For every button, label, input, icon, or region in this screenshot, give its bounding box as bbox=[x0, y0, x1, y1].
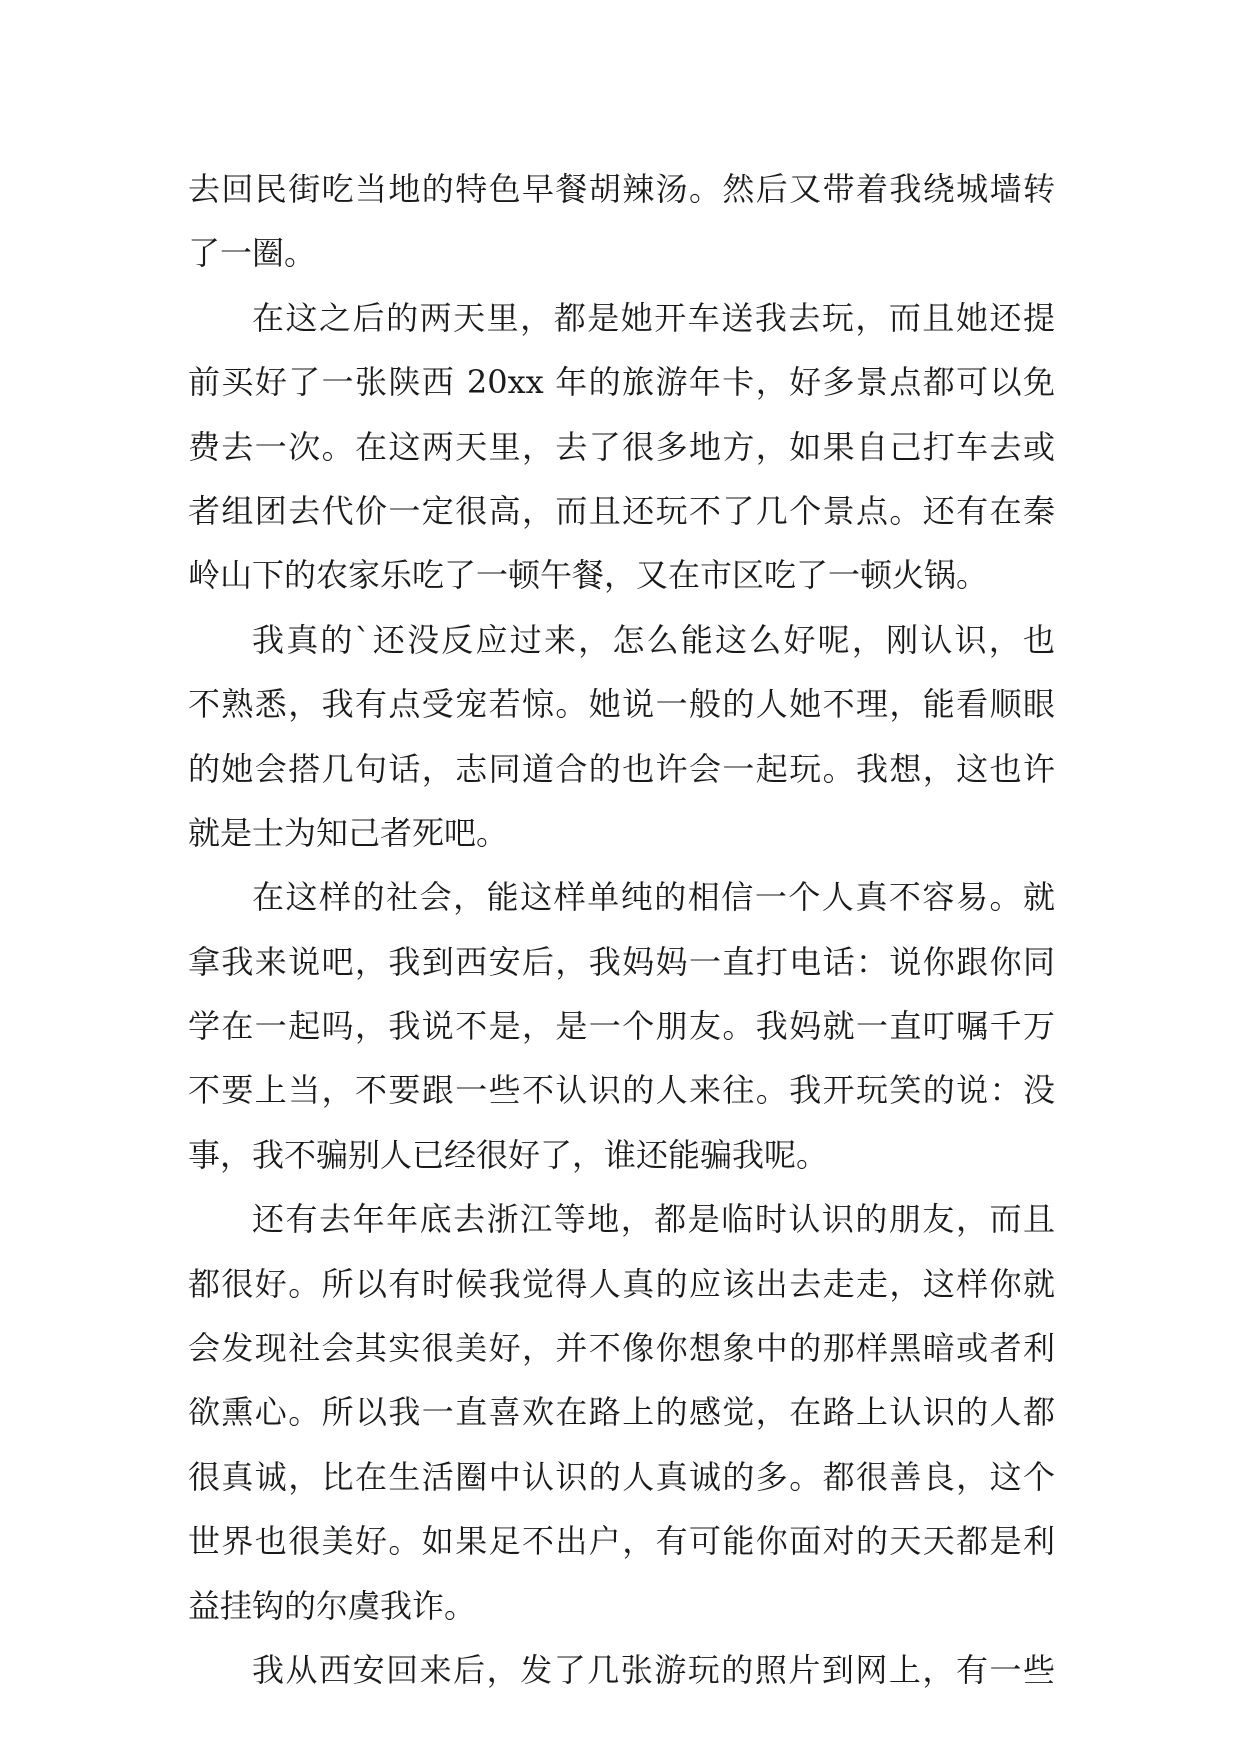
text-line: 费去一次。在这两天里，去了很多地方，如果自己打车去或 bbox=[188, 427, 1055, 466]
text-line: 的她会搭几句话，志同道合的也许会一起玩。我想，这也许 bbox=[188, 749, 1055, 788]
text-line: 益挂钩的尔虞我诈。 bbox=[188, 1586, 477, 1625]
text-line: 不熟悉，我有点受宠若惊。她说一般的人她不理，能看顺眼 bbox=[188, 685, 1055, 724]
paragraph bbox=[188, 608, 1055, 866]
text-line: 在这样的社会，能这样单纯的相信一个人真不容易。就 bbox=[252, 878, 1055, 917]
text-line: 不要上当，不要跟一些不认识的人来往。我开玩笑的说：没 bbox=[188, 1071, 1055, 1110]
paragraph bbox=[188, 865, 1055, 1187]
text-line: 前买好了一张陕西 20xx 年的旅游年卡，好多景点都可以免 bbox=[188, 363, 1055, 402]
text-line: 会发现社会其实很美好，并不像你想象中的那样黑暗或者利 bbox=[188, 1329, 1055, 1368]
document-body bbox=[188, 157, 1055, 1702]
paragraph bbox=[188, 1638, 1055, 1702]
paragraph bbox=[188, 286, 1055, 608]
text-line: 在这之后的两天里，都是她开车送我去玩，而且她还提 bbox=[252, 298, 1055, 337]
text-line: 者组团去代价一定很高，而且还玩不了几个景点。还有在秦 bbox=[188, 491, 1055, 530]
text-line: 我真的`还没反应过来，怎么能这么好呢，刚认识，也 bbox=[252, 620, 1055, 659]
text-line: 了一圈。 bbox=[188, 234, 317, 273]
text-line: 学在一起吗，我说不是，是一个朋友。我妈就一直叮嘱千万 bbox=[188, 1007, 1055, 1046]
text-line: 我从西安回来后，发了几张游玩的照片到网上，有一些 bbox=[252, 1650, 1055, 1689]
text-line: 就是士为知己者死吧。 bbox=[188, 813, 509, 852]
text-line: 欲熏心。所以我一直喜欢在路上的感觉，在路上认识的人都 bbox=[188, 1393, 1055, 1432]
text-line: 还有去年年底去浙江等地，都是临时认识的朋友，而且 bbox=[252, 1200, 1055, 1239]
text-line: 世界也很美好。如果足不出户，有可能你面对的天天都是利 bbox=[188, 1522, 1055, 1561]
text-line: 事，我不骗别人已经很好了，谁还能骗我呢。 bbox=[188, 1135, 829, 1174]
text-line: 拿我来说吧，我到西安后，我妈妈一直打电话：说你跟你同 bbox=[188, 942, 1055, 981]
text-line: 岭山下的农家乐吃了一顿午餐，又在市区吃了一顿火锅。 bbox=[188, 556, 989, 595]
text-line: 很真诚，比在生活圈中认识的人真诚的多。都很善良，这个 bbox=[188, 1457, 1055, 1496]
text-line: 去回民街吃当地的特色早餐胡辣汤。然后又带着我绕城墙转 bbox=[188, 170, 1055, 208]
text-line: 都很好。所以有时候我觉得人真的应该出去走走，这样你就 bbox=[188, 1264, 1055, 1303]
paragraph bbox=[188, 1187, 1055, 1638]
paragraph bbox=[188, 157, 1055, 286]
